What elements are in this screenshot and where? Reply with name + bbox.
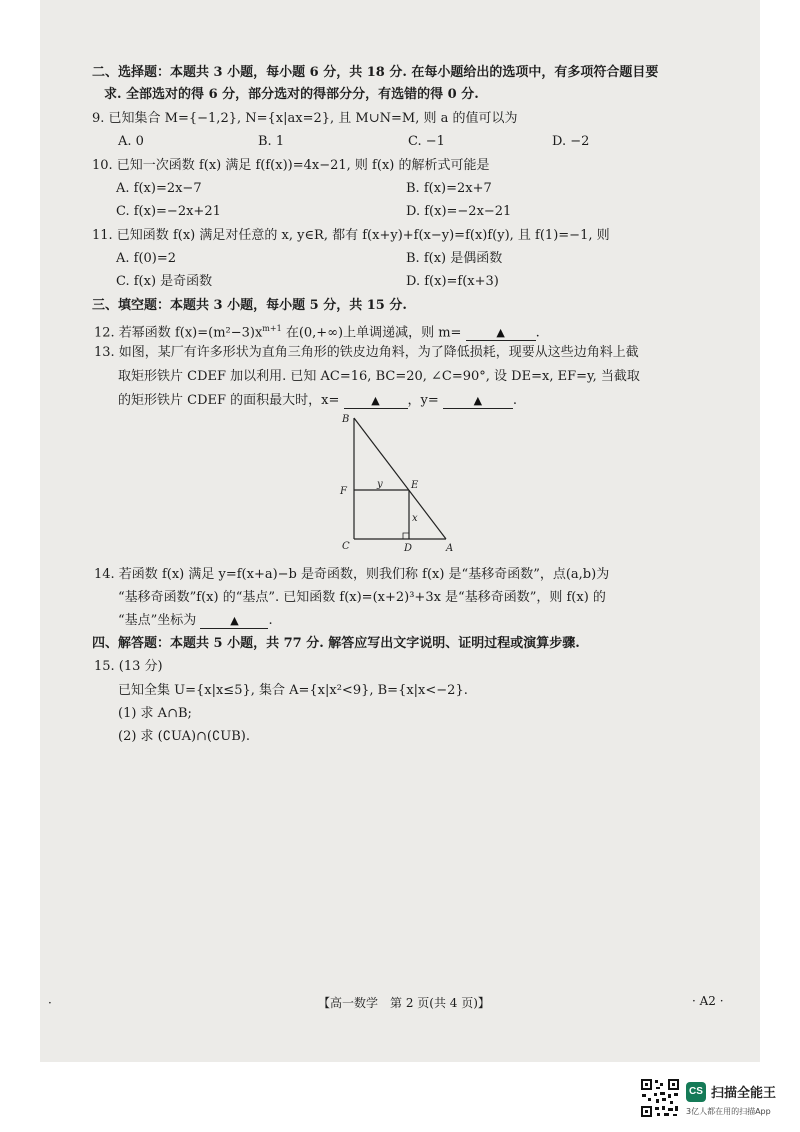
question-13-answer-blank-x [344,394,408,409]
question-11-option-d: D. f(x)=f(x+3) [406,274,499,289]
figure-label-e: E [411,480,419,491]
question-10-option-c: C. f(x)=−2x+21 [116,204,221,219]
qr-code-icon [640,1078,680,1118]
question-14-line3-text: “基点”坐标为 [118,613,197,628]
question-10-option-d: D. f(x)=−2x−21 [406,204,512,219]
question-13-tail: . [512,393,518,408]
figure-label-c: C [342,541,350,552]
question-15-part1: (1) 求 A∩B; [118,706,192,721]
question-12-exponent: m+1 [262,324,282,333]
section-2-heading-line2: 求. 全部选对的得 6 分，部分选对的得部分分，有选错的得 0 分. [104,87,479,102]
question-10-option-b: B. f(x)=2x+7 [406,181,492,196]
figure-label-a: A [446,543,454,554]
question-9-option-a: A. 0 [118,134,144,149]
section-2-heading-line1: 二、选择题：本题共 3 小题，每小题 6 分，共 18 分. 在每小题给出的选项中，有多项符合题目要 [92,65,659,80]
question-14-line1: 14. 若函数 f(x) 满足 y=f(x+a)−b 是奇函数，则我们称 f(x) 是“基移奇函数”，点(a,b)为 [94,567,610,582]
figure-label-f: F [340,486,347,497]
question-13-line2: 取矩形铁片 CDEF 加以利用. 已知 AC=16, BC=20, ∠C=90°, 设 DE=x, EF=y, 当截取 [118,369,640,384]
question-14-line3 [118,612,273,630]
question-12-answer-blank [466,326,536,341]
question-12-tail: . [535,325,540,341]
camscanner-tagline: 3亿人都在用的扫描App [686,1107,771,1116]
footer-dot: · [48,996,52,1010]
answer-placeholder-triangle: ▲ [230,614,239,627]
question-15-head: 15. (13 分) [94,659,163,674]
question-14-tail: . [268,613,273,628]
section-4-heading: 四、解答题：本题共 5 小题，共 77 分. 解答应写出文字说明、证明过程或演算步骤. [92,636,580,651]
question-11-option-b: B. f(x) 是偶函数 [406,251,503,266]
question-13-line1: 13. 如图，某厂有许多形状为直角三角形的铁皮边角料，为了降低损耗，现要从这些边角料上截 [94,345,639,360]
figure-label-b: B [342,414,350,425]
question-14-answer-blank [200,614,268,629]
figure-label-x: x [412,513,418,524]
question-10-option-a: A. f(x)=2x−7 [116,181,202,196]
figure-right-angle-mark [403,533,409,539]
section-3-heading: 三、填空题：本题共 3 小题，每小题 5 分，共 15 分. [92,298,407,313]
question-13-answer-blank-y [443,394,513,409]
question-10-stem: 10. 已知一次函数 f(x) 满足 f(f(x))=4x−21, 则 f(x) 的解析式可能是 [92,158,490,173]
question-11-option-a: A. f(0)=2 [116,251,177,266]
question-13-mid: ，y= [407,393,439,408]
question-11-option-c: C. f(x) 是奇函数 [116,274,213,289]
answer-placeholder-triangle: ▲ [496,326,505,340]
question-14-line2: “基移奇函数”f(x) 的“基点”. 已知函数 f(x)=(x+2)³+3x 是“基移奇函数”，则 f(x) 的 [118,590,606,605]
question-13-figure [330,408,500,558]
question-13-line3-text: 的矩形铁片 CDEF 的面积最大时，x= [118,393,340,408]
question-9-option-d: D. −2 [552,134,590,149]
page-footer-label: 【高一数学 第 2 页(共 4 页)】 [318,996,490,1010]
question-15-part2: (2) 求 (∁UA)∩(∁UB). [118,729,250,744]
question-9-option-b: B. 1 [258,134,285,149]
paper-code: · A2 · [692,994,724,1008]
figure-label-d: D [404,543,413,554]
question-9-option-c: C. −1 [408,134,445,149]
figure-label-y: y [377,479,383,490]
camscanner-logo-icon: CS [686,1082,706,1102]
question-12-text-b: 在(0,+∞)上单调递减，则 m= [281,325,462,341]
question-11-stem: 11. 已知函数 f(x) 满足对任意的 x, y∈R, 都有 f(x+y)+f(x−y)=f(x)f(y), 且 f(1)=−1, 则 [92,228,610,243]
question-15-given: 已知全集 U={x|x≤5}, 集合 A={x|x²<9}, B={x|x<−2}. [118,683,468,698]
figure-hypotenuse-ab [354,418,446,539]
exam-paper [40,0,760,1062]
camscanner-name: 扫描全能王 [711,1086,777,1101]
question-9-stem: 9. 已知集合 M={−1,2}, N={x|ax=2}, 且 M∪N=M, 则 a 的值可以为 [92,111,518,126]
question-12 [94,320,540,342]
answer-placeholder-triangle: ▲ [371,394,380,407]
answer-placeholder-triangle: ▲ [473,394,483,407]
question-12-text-a: 12. 若幂函数 f(x)=(m²−3)x [94,325,263,341]
